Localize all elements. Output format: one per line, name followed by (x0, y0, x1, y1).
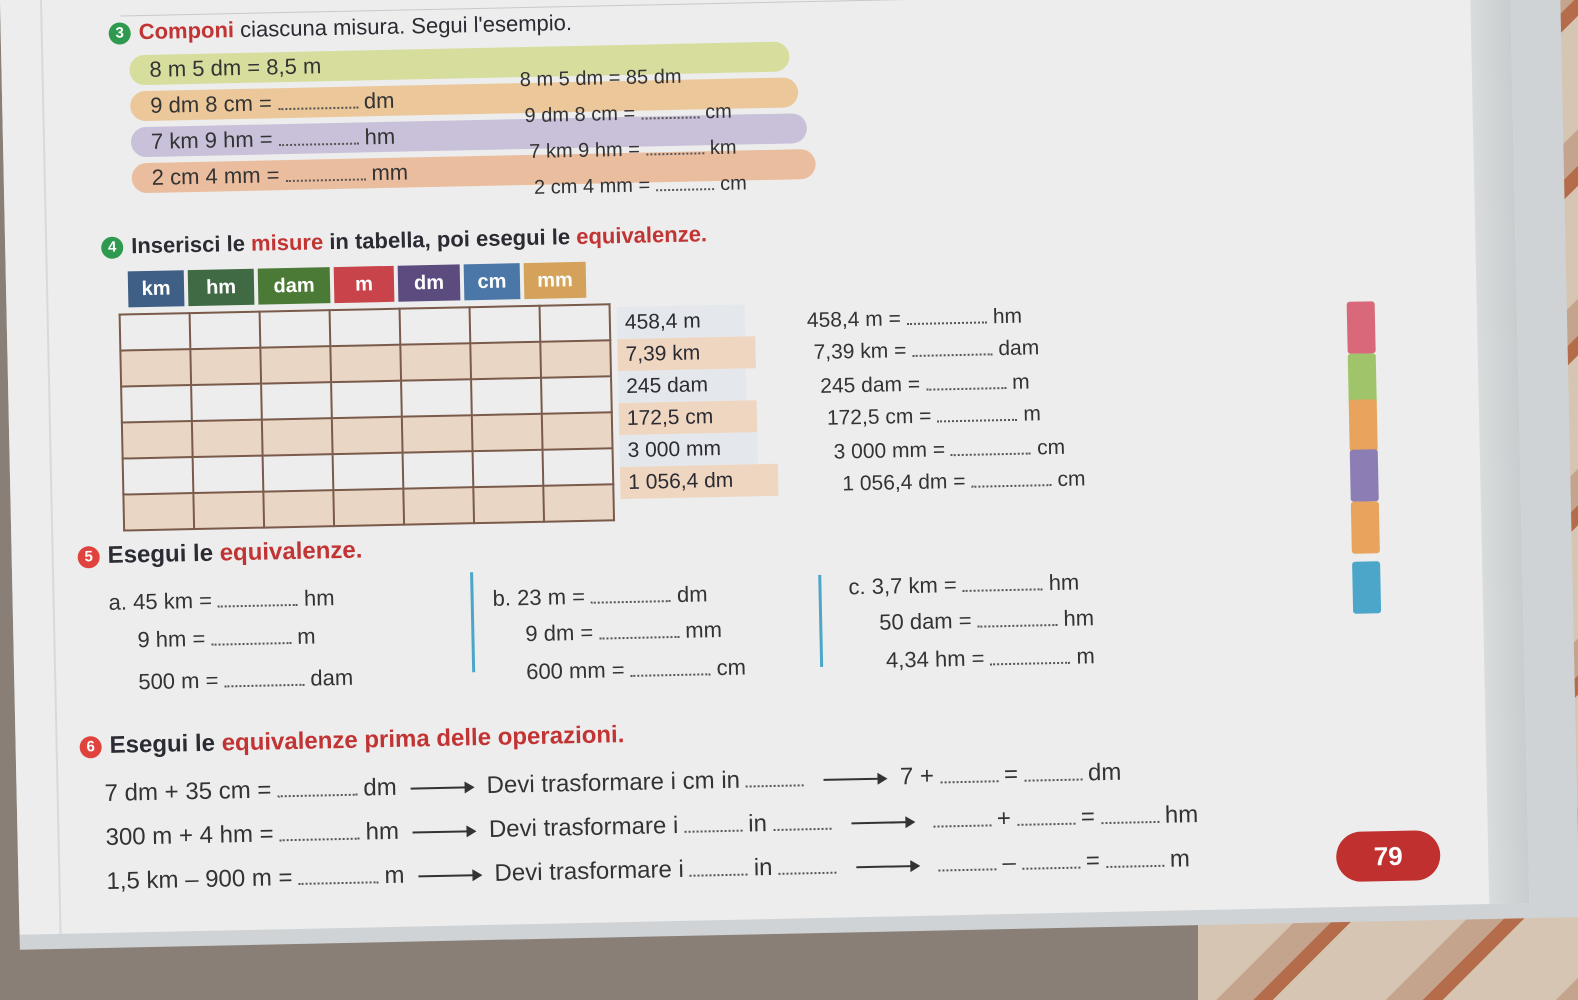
ex6-eq-sign: = (1085, 847, 1101, 875)
ex5-b-expr: 23 m = (516, 583, 586, 611)
ex6-hint: Devi trasformare i (488, 811, 679, 843)
ex5-b-expr: 9 dm = (525, 619, 594, 647)
ex6-eq-sign: = (1003, 760, 1019, 789)
ex4-eq-expr: 458,4 m = (806, 307, 902, 333)
ex6-result-unit: dm (1087, 758, 1122, 787)
table-cell[interactable] (333, 489, 404, 526)
table-cell[interactable] (121, 385, 192, 422)
side-tab (1351, 501, 1380, 554)
ex3-left-row-4 (151, 159, 408, 190)
ex4-eq-6 (842, 467, 1086, 496)
ex3-right-unit-4: cm (719, 172, 748, 195)
ex5-a-unit: hm (303, 585, 335, 611)
ex3-left-expr-4: 2 cm 4 mm = (151, 162, 280, 190)
ex3-left-unit-2: dm (363, 87, 395, 114)
ex4-eq-unit: dam (998, 336, 1040, 361)
ex3-right-row-1 (520, 66, 682, 92)
ex6-row-2 (105, 801, 1198, 852)
ex5-c-label: c. (848, 574, 866, 600)
ex6-op-blank[interactable] (1022, 867, 1080, 870)
ex6-result-unit: hm (1164, 801, 1199, 829)
ex5-b-row-2 (525, 617, 722, 647)
ex4-eq-expr: 3 000 mm = (833, 438, 946, 464)
ex5-b-label: b. (492, 585, 512, 611)
measure-item: 1 056,4 dm (620, 464, 779, 499)
ex6-hint-blank[interactable] (684, 830, 742, 833)
ex6-unit: dm (363, 773, 397, 802)
table-cell[interactable] (400, 307, 471, 344)
table-cell[interactable] (123, 493, 194, 530)
side-tab (1347, 301, 1376, 354)
table-cell[interactable] (543, 484, 614, 521)
ex6-result-blank[interactable] (1106, 865, 1164, 868)
ex6-hint: Devi trasformare i cm in (486, 766, 741, 799)
ex5-number: 5 (77, 546, 99, 568)
table-cell[interactable] (403, 487, 474, 524)
ex6-answer-blank[interactable] (299, 881, 379, 885)
ex5-answer-blank[interactable] (991, 662, 1071, 666)
ex3-answer-blank[interactable] (286, 178, 366, 182)
ex4-eq-unit: m (1023, 402, 1042, 426)
table-cell[interactable] (331, 381, 402, 418)
page-number: 79 (1336, 830, 1441, 882)
ex6-op-blank[interactable] (1017, 823, 1075, 826)
ex3-answer-blank[interactable] (278, 107, 358, 111)
ex3-right-row-4 (534, 172, 747, 199)
ex6-op-sign: + (996, 805, 1012, 833)
ex5-c-row-3 (886, 643, 1095, 673)
ex6-op-sign: – (1002, 848, 1017, 877)
table-cell[interactable] (543, 448, 614, 485)
ex3-right-expr-4: 2 cm 4 mm = (533, 174, 651, 199)
ex5-title-pre: Esegui le (107, 539, 214, 569)
table-cell[interactable] (262, 418, 333, 455)
top-strip (120, 0, 1120, 16)
ex5-answer-blank[interactable] (963, 588, 1043, 592)
table-cell[interactable] (260, 310, 331, 347)
ex5-a-expr: 45 km = (132, 587, 213, 615)
ex5-title-bold: equivalenze. (219, 536, 363, 567)
header-hm: hm (188, 269, 255, 306)
ex6-hint-blank[interactable] (746, 784, 804, 787)
table-cell[interactable] (330, 309, 401, 346)
unit-table-header (128, 262, 591, 308)
ex4-eq-expr: 245 dam = (820, 372, 921, 398)
table-cell[interactable] (472, 414, 543, 451)
ex5-c-row-1 (848, 570, 1079, 601)
ex5-b-unit: cm (716, 654, 747, 681)
ex5-a-unit: m (297, 623, 316, 649)
measure-item: 3 000 mm (619, 432, 758, 467)
ex4-answer-blank[interactable] (951, 453, 1031, 457)
ex3-right-row-2 (524, 101, 732, 128)
ex6-number: 6 (79, 736, 101, 758)
ex5-b-unit: dm (676, 581, 708, 607)
table-cell[interactable] (122, 421, 193, 458)
ex6-expr: 1,5 km – 900 m = (106, 864, 293, 895)
ex3-answer-blank[interactable] (641, 116, 699, 119)
ex4-eq-unit: cm (1036, 435, 1066, 460)
ex6-hint-blank[interactable] (779, 872, 837, 875)
table-cell[interactable] (473, 450, 544, 487)
ex4-title-bold: misure (250, 229, 324, 256)
ex4-eq-2 (813, 336, 1039, 365)
ex5-a-unit: dam (310, 664, 354, 691)
table-cell[interactable] (193, 492, 264, 529)
table-cell[interactable] (261, 382, 332, 419)
ex4-title-mid: in tabella, poi esegui le (329, 224, 571, 255)
table-cell[interactable] (120, 313, 191, 350)
ex5-a-expr: 9 hm = (137, 625, 206, 653)
ex5-a-row-2 (137, 624, 316, 654)
ex5-c-expr: 3,7 km = (871, 572, 957, 599)
ex6-answer-blank[interactable] (280, 838, 360, 842)
ex4-answer-blank[interactable] (926, 387, 1006, 391)
ex4-title-pre: Inserisci le (130, 230, 246, 259)
table-cell[interactable] (470, 342, 541, 379)
ex6-expr: 7 dm + 35 cm = (104, 776, 272, 807)
table-cell[interactable] (402, 415, 473, 452)
table-cell[interactable] (541, 376, 612, 413)
table-cell[interactable] (190, 312, 261, 349)
table-cell[interactable] (470, 306, 541, 343)
ex3-left-row-1 (149, 53, 321, 83)
ex4-eq-expr: 172,5 cm = (826, 404, 932, 430)
arrow-right-icon (413, 830, 475, 833)
measures-list (617, 304, 779, 499)
arrow-right-icon (856, 865, 918, 868)
ex5-a-label: a. (108, 589, 128, 615)
ex6-result-blank[interactable] (1101, 821, 1159, 824)
ex5-answer-blank[interactable] (978, 624, 1058, 628)
ex3-right-expr-3: 7 km 9 hm = (529, 138, 641, 163)
ex3-right-expr-1: 8 m 5 dm = 85 dm (519, 65, 682, 92)
table-cell[interactable] (540, 340, 611, 377)
side-tab (1348, 353, 1377, 406)
unit-table (119, 303, 615, 531)
ex3-left-row-3 (151, 124, 396, 155)
ex4-answer-blank[interactable] (907, 321, 987, 325)
table-cell[interactable] (192, 420, 263, 457)
header-m: m (334, 266, 395, 303)
header-cm: cm (464, 263, 521, 300)
ex6-in-word: in (747, 810, 768, 838)
ex6-answer-blank[interactable] (277, 794, 357, 798)
ex3-left-row-2 (150, 88, 395, 119)
ex6-op-blank[interactable] (939, 868, 997, 871)
table-cell[interactable] (540, 304, 611, 341)
ex3-right-unit-2: cm (704, 100, 733, 124)
table-cell[interactable] (473, 486, 544, 523)
ex4-title-bold-2: equivalenze. (575, 221, 708, 249)
ex6-hint: Devi trasformare i (494, 855, 685, 887)
ex3-right-unit-3: km (709, 136, 737, 160)
table-cell[interactable] (403, 451, 474, 488)
ex3-right-row-3 (529, 137, 737, 164)
header-dm: dm (398, 264, 461, 301)
ex4-eq-5 (833, 436, 1065, 465)
ex4-number: 4 (101, 237, 123, 259)
ex3-answer-blank[interactable] (646, 152, 704, 155)
ex5-b-unit: mm (684, 617, 723, 643)
table-cell[interactable] (332, 417, 403, 454)
ex4-eq-expr: 1 056,4 dm = (842, 469, 966, 496)
ex4-eq-unit: cm (1057, 467, 1086, 491)
ex3-number: 3 (109, 22, 131, 44)
header-mm: mm (524, 262, 587, 299)
ex5-c-expr: 50 dam = (878, 607, 972, 635)
ex4-eq-unit: hm (992, 304, 1023, 329)
ex6-op-blank[interactable] (933, 824, 991, 827)
ex3-left-expr-1: 8 m 5 dm = 8,5 m (149, 53, 322, 82)
ex4-eq-3 (820, 371, 1030, 399)
ex3-title: ciascuna misura. Segui l'esempio. (239, 10, 573, 42)
ex6-unit: hm (365, 817, 400, 846)
table-cell[interactable] (120, 349, 191, 386)
header-dam: dam (258, 267, 331, 304)
ex5-b-row-1 (492, 581, 707, 611)
arrow-right-icon (824, 777, 886, 780)
ex5-a-row-3 (138, 665, 353, 695)
ex3-answer-blank[interactable] (656, 188, 714, 191)
ex5-b-row-3 (526, 655, 746, 686)
table-cell[interactable] (333, 453, 404, 490)
ex6-eq-sign: = (1080, 803, 1096, 831)
ex6-heading (79, 721, 624, 760)
ex5-answer-blank[interactable] (599, 636, 679, 640)
ex6-row-1 (104, 759, 1121, 808)
table-cell[interactable] (471, 378, 542, 415)
header-km: km (128, 270, 185, 307)
ex5-divider-2 (818, 575, 823, 667)
ex5-c-expr: 4,34 hm = (885, 645, 985, 673)
ex5-c-unit: hm (1063, 605, 1095, 631)
ex4-answer-blank[interactable] (912, 353, 992, 357)
side-tab (1352, 561, 1381, 614)
ex6-result-blank[interactable] (1024, 779, 1082, 782)
table-cell[interactable] (401, 379, 472, 416)
ex4-eq-4 (827, 402, 1041, 430)
ex6-hint-blank[interactable] (690, 874, 748, 877)
table-cell[interactable] (400, 343, 471, 380)
side-tab (1349, 399, 1378, 452)
table-cell[interactable] (260, 346, 331, 383)
ex5-answer-blank[interactable] (211, 642, 291, 646)
ex4-heading (101, 221, 707, 260)
measure-item: 458,4 m (617, 304, 746, 339)
ex3-left-unit-4: mm (371, 159, 409, 186)
ex6-hint-blank[interactable] (773, 828, 831, 831)
table-cell[interactable] (191, 384, 262, 421)
ex5-b-expr: 600 mm = (525, 657, 625, 685)
ex5-c-unit: m (1076, 643, 1096, 669)
ex5-answer-blank[interactable] (591, 600, 671, 604)
ex4-answer-blank[interactable] (937, 419, 1017, 423)
ex3-left-expr-3: 7 km 9 hm = (150, 126, 273, 154)
measure-item: 245 dam (618, 368, 747, 403)
ex4-answer-blank[interactable] (972, 484, 1052, 488)
table-cell[interactable] (263, 490, 334, 527)
ex5-divider-1 (470, 572, 475, 672)
ex5-c-row-2 (879, 605, 1094, 635)
margin-line (40, 0, 62, 934)
ex6-expr: 300 m + 4 hm = (105, 820, 274, 851)
ex3-title-bold: Componi (138, 17, 235, 45)
ex4-eq-expr: 7,39 km = (813, 339, 907, 365)
arrow-right-icon (851, 821, 913, 824)
ex3-heading (108, 10, 572, 46)
ex3-answer-blank[interactable] (279, 143, 359, 147)
measure-item: 172,5 cm (619, 400, 758, 435)
ex6-op-blank[interactable] (940, 780, 998, 783)
ex5-answer-blank[interactable] (225, 684, 305, 688)
ex5-c-unit: hm (1048, 569, 1080, 596)
ex6-op-left: 7 + (899, 762, 935, 791)
ex3-left-expr-2: 9 dm 8 cm = (149, 90, 273, 118)
measure-item: 7,39 km (617, 336, 756, 371)
table-cell[interactable] (123, 457, 194, 494)
arrow-right-icon (411, 786, 473, 789)
ex4-eq-1 (807, 305, 1023, 334)
ex5-answer-blank[interactable] (631, 673, 711, 677)
table-cell[interactable] (263, 454, 334, 491)
ex6-unit: m (384, 861, 405, 890)
ex3-left-unit-3: hm (364, 123, 396, 150)
ex5-a-expr: 500 m = (138, 667, 219, 695)
table-cell[interactable] (190, 348, 261, 385)
ex5-a-row-1 (108, 585, 334, 616)
ex6-title-pre: Esegui le (109, 729, 216, 759)
ex4-eq-unit: m (1011, 370, 1030, 394)
arrow-right-icon (419, 874, 481, 877)
table-cell[interactable] (330, 345, 401, 382)
ex6-in-word: in (753, 854, 773, 882)
ex3-right-expr-2: 9 dm 8 cm = (524, 102, 636, 128)
ex6-title-bold: equivalenze prima delle operazioni. (221, 721, 625, 757)
ex5-heading (77, 537, 362, 571)
ex6-row-3 (106, 845, 1190, 896)
side-tab (1350, 449, 1379, 502)
table-cell[interactable] (193, 456, 264, 493)
ex5-answer-blank[interactable] (218, 604, 298, 608)
ex6-result-unit: m (1169, 845, 1191, 873)
table-cell[interactable] (542, 412, 613, 449)
